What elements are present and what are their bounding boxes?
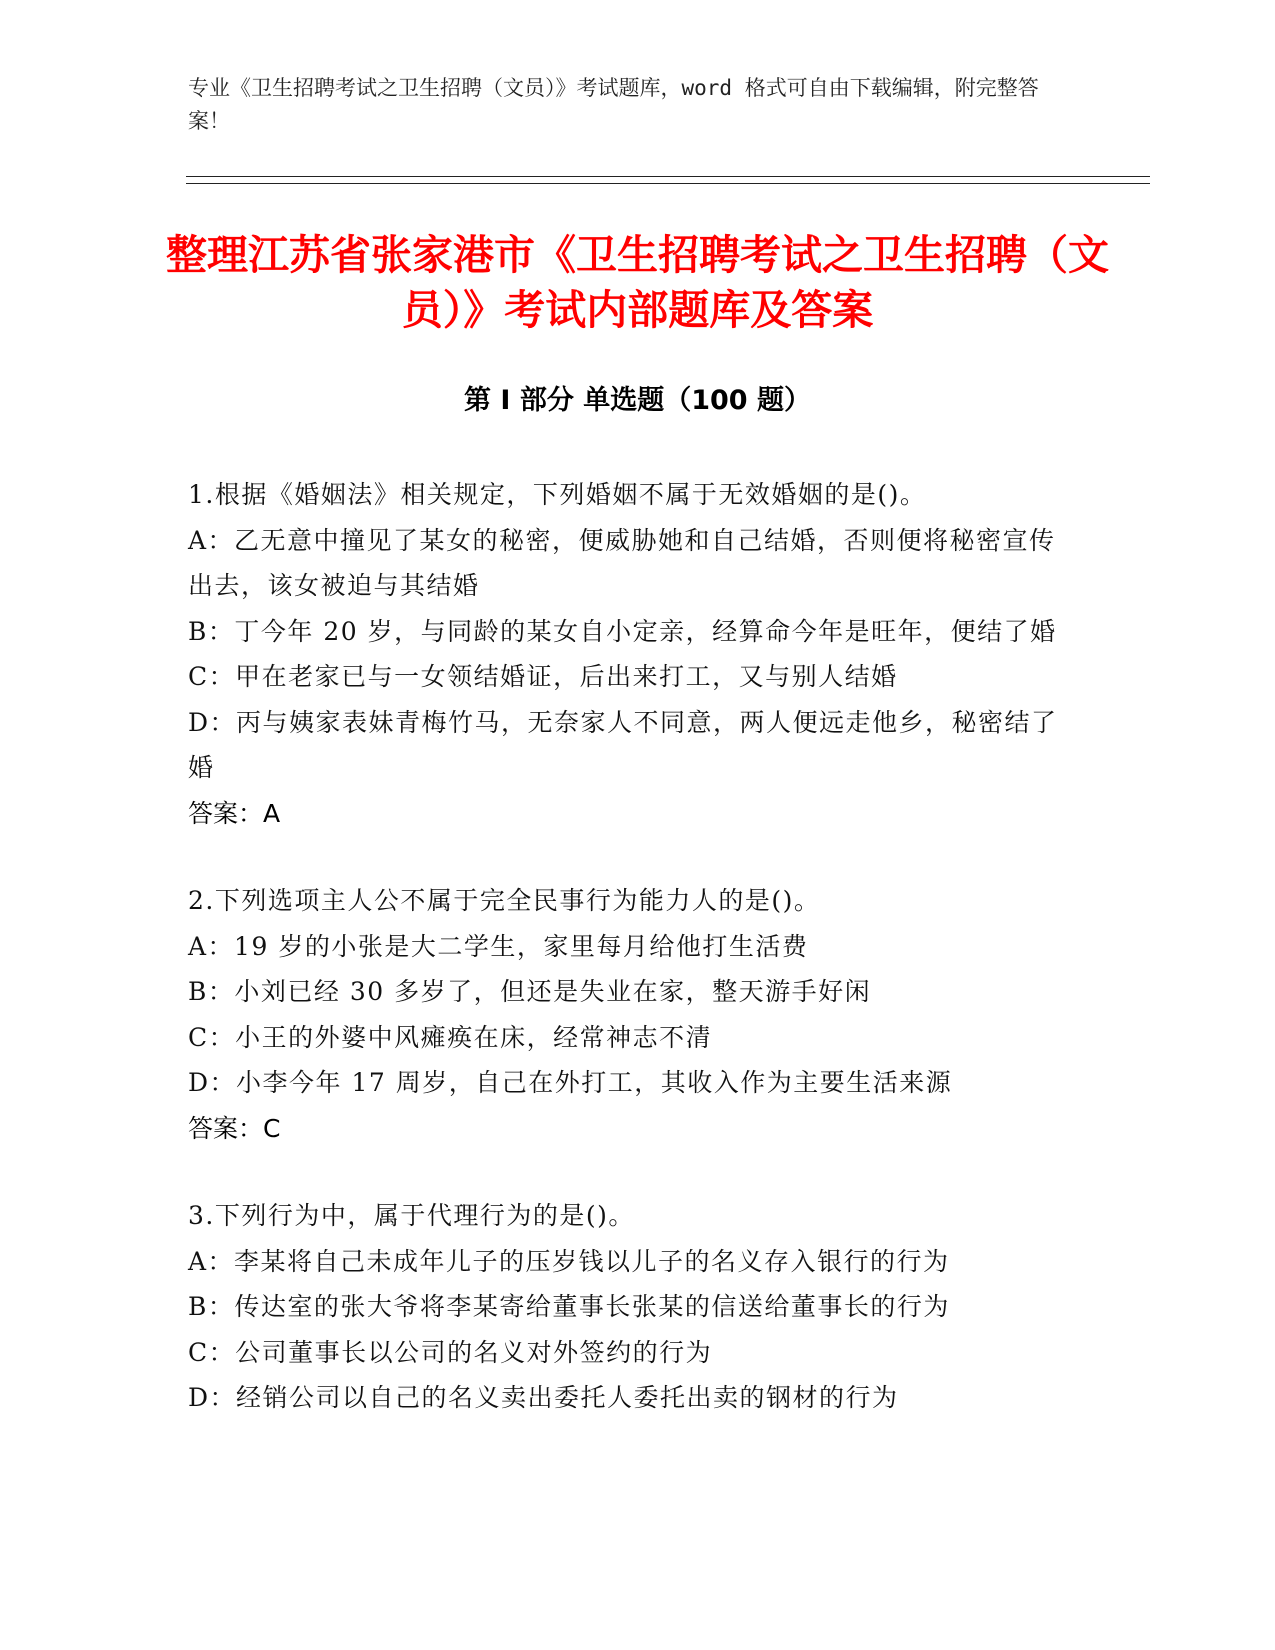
option-a: A：19 岁的小张是大二学生，家里每月给他打生活费 [188, 931, 809, 961]
question-3 [188, 1193, 1078, 1421]
header-rule-top [186, 176, 1150, 177]
question-list [188, 472, 1078, 1463]
answer-line: 答案：C [188, 1113, 281, 1143]
option-b: B：丁今年 20 岁，与同龄的某女自小定亲，经算命今年是旺年，便结了婚 [188, 616, 1057, 646]
option-c: C：公司董事长以公司的名义对外签约的行为 [188, 1337, 713, 1367]
option-b: B：小刘已经 30 多岁了，但还是失业在家，整天游手好闲 [188, 977, 872, 1006]
question-stem: 3.下列行为中，属于代理行为的是()。 [188, 1201, 635, 1230]
option-c: C：小王的外婆中风瘫痪在床，经常神志不清 [188, 1022, 713, 1052]
option-a: A：乙无意中撞见了某女的秘密，便威胁她和自己结婚，否则便将秘密宣传出去，该女被迫与其结婚 [188, 525, 1056, 600]
option-c: C：甲在老家已与一女领结婚证，后出来打工，又与别人结婚 [188, 662, 898, 691]
section-heading: 第 I 部分 单选题（100 题） [463, 385, 811, 416]
option-d: D：小李今年 17 周岁，自己在外打工，其收入作为主要生活来源 [188, 1068, 953, 1097]
option-a: A：李某将自己未成年儿子的压岁钱以儿子的名义存入银行的行为 [188, 1246, 950, 1276]
answer-line: 答案：A [188, 798, 281, 828]
question-1 [188, 472, 1078, 836]
question-2 [188, 878, 1078, 1151]
option-b: B：传达室的张大爷将李某寄给董事长张某的信送给董事长的行为 [188, 1292, 950, 1321]
question-stem: 2.下列选项主人公不属于完全民事行为能力人的是()。 [188, 886, 821, 915]
document-title: 整理江苏省张家港市《卫生招聘考试之卫生招聘（文员）》考试内部题库及答案 [166, 231, 1109, 334]
option-d: D：丙与姨家表妹青梅竹马，无奈家人不同意，两人便远走他乡，秘密结了婚 [188, 707, 1058, 782]
header-note: 专业《卫生招聘考试之卫生招聘（文员）》考试题库，word 格式可自由下载编辑，附完整答案！ [188, 76, 1039, 133]
option-d: D：经销公司以自己的名义卖出委托人委托出卖的钢材的行为 [188, 1383, 899, 1412]
question-stem: 1.根据《婚姻法》相关规定，下列婚姻不属于无效婚姻的是()。 [188, 480, 927, 509]
header-rule-bottom [186, 183, 1150, 184]
